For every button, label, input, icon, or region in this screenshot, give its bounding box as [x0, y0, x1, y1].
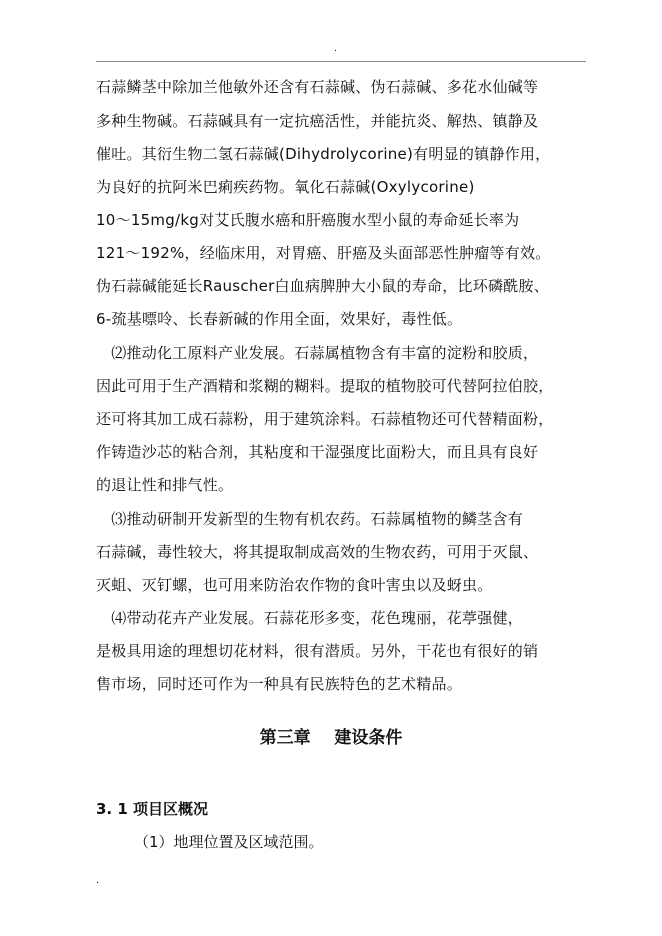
header-mark: . [334, 43, 338, 54]
body-line-13: 的退让性和排气性。 [96, 476, 234, 494]
body-line-4: 为良好的抗阿米巴痢疾药物。氧化石蒜碱(Oxylycorine) [96, 178, 475, 196]
chapter-title: 第三章 建设条件 [259, 728, 403, 748]
body-line-6: 121～192%，经临床用，对胃癌、肝癌及头面部恶性肿瘤等有效。 [96, 244, 551, 262]
section-heading: 3. 1 项目区概况 [96, 800, 209, 818]
header-rule [96, 61, 586, 62]
footer-mark: . [96, 875, 100, 886]
body-line-2: 多种生物碱。石蒜碱具有一定抗癌活性，并能抗炎、解热、镇静及 [96, 112, 539, 130]
body-line-1: 石蒜鳞茎中除加兰他敏外还含有石蒜碱、伪石蒜碱、多花水仙碱等 [96, 78, 539, 96]
section-sub-item: （1）地理位置及区域范围。 [134, 833, 324, 851]
body-line-10: 因此可用于生产酒精和浆糊的糊料。提取的植物胶可代替阿拉伯胶， [96, 377, 554, 395]
body-line-19: 售市场，同时还可作为一种具有民族特色的艺术精品。 [96, 675, 463, 693]
body-line-15: 石蒜碱，毒性较大，将其提取制成高效的生物农药，可用于灭鼠、 [96, 543, 539, 561]
body-line-17: ⑷带动花卉产业发展。石蒜花形多变，花色瑰丽，花葶强健， [96, 609, 524, 627]
body-line-11: 还可将其加工成石蒜粉，用于建筑涂料。石蒜植物还可代替精面粉， [96, 410, 554, 428]
body-line-3: 催吐。其衍生物二氢石蒜碱(Dihydrolycorine)有明显的镇静作用， [96, 145, 551, 163]
body-line-12: 作铸造沙芯的粘合剂，其粘度和干湿强度比面粉大，而且具有良好 [96, 443, 539, 461]
body-line-9: ⑵推动化工原料产业发展。石蒜属植物含有丰富的淀粉和胶质， [96, 344, 539, 362]
body-line-7: 伪石蒜碱能延长Rauscher白血病脾肿大小鼠的寿命，比环磷酰胺、 [96, 277, 550, 295]
body-line-5: 10～15mg/kg对艾氏腹水癌和肝癌腹水型小鼠的寿命延长率为 [96, 211, 520, 229]
body-line-18: 是极具用途的理想切花材料，很有潜质。另外，干花也有很好的销 [96, 642, 539, 660]
body-line-14: ⑶推动研制开发新型的生物有机农药。石蒜属植物的鳞茎含有 [96, 510, 524, 528]
body-line-16: 灭蛆、灭钉螺，也可用来防治农作物的食叶害虫以及蚜虫。 [96, 576, 493, 594]
body-line-8: 6-巯基嘌呤、长春新碱的作用全面，效果好，毒性低。 [96, 310, 463, 328]
